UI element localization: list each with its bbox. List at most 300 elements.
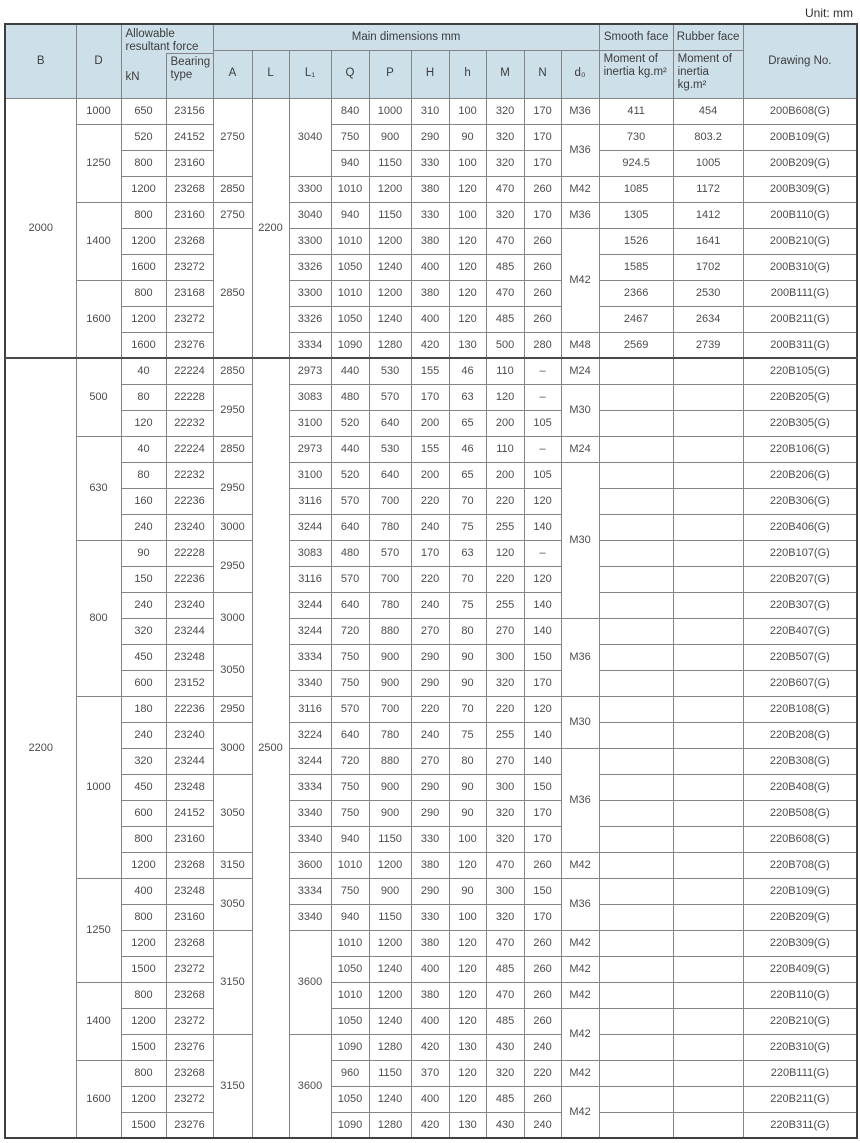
empty-cell: [599, 1060, 673, 1086]
cell: 220B507(G): [743, 644, 857, 670]
cell: M36: [561, 748, 599, 852]
cell: 120: [449, 1086, 486, 1112]
cell: 2950: [213, 462, 252, 514]
cell: M36: [561, 878, 599, 930]
cell: 1412: [673, 202, 743, 228]
cell: 220: [411, 696, 449, 722]
table-row: [5, 358, 857, 384]
cell: 220B111(G): [743, 1060, 857, 1086]
cell: 120: [524, 566, 561, 592]
cell: 900: [369, 124, 411, 150]
cell: 220: [411, 566, 449, 592]
cell: 380: [411, 280, 449, 306]
cell: 220B608(G): [743, 826, 857, 852]
empty-cell: [599, 618, 673, 644]
cell: 900: [369, 774, 411, 800]
table-row: [5, 930, 857, 956]
cell: 150: [524, 774, 561, 800]
cell: 170: [524, 150, 561, 176]
cell: 1050: [331, 306, 369, 332]
cell: 2850: [213, 436, 252, 462]
cell: 470: [486, 280, 524, 306]
table-row: [5, 774, 857, 800]
cell: 170: [524, 800, 561, 826]
cell: 240: [411, 592, 449, 618]
cell: 23272: [166, 956, 213, 982]
cell: 22236: [166, 566, 213, 592]
table-row: [5, 1086, 857, 1112]
cell: 255: [486, 592, 524, 618]
cell: 520: [121, 124, 166, 150]
cell: –: [524, 436, 561, 462]
cell: 485: [486, 1008, 524, 1034]
table-row: [5, 618, 857, 644]
cell: M42: [561, 1086, 599, 1138]
cell: 22224: [166, 436, 213, 462]
cell: 730: [599, 124, 673, 150]
cell: 170: [524, 904, 561, 930]
cell: 720: [331, 748, 369, 774]
cell: 320: [486, 826, 524, 852]
cell: 310: [411, 98, 449, 124]
cell: 2739: [673, 332, 743, 358]
cell: 330: [411, 904, 449, 930]
table-body: [5, 98, 857, 1138]
cell: –: [524, 540, 561, 566]
cell: 1200: [369, 930, 411, 956]
cell: 130: [449, 1112, 486, 1138]
table-row: [5, 462, 857, 488]
cell: 23248: [166, 774, 213, 800]
cell: 470: [486, 982, 524, 1008]
cell: 260: [524, 306, 561, 332]
cell: 170: [524, 670, 561, 696]
cell: M30: [561, 384, 599, 436]
cell: M36: [561, 618, 599, 696]
cell: 220B207(G): [743, 566, 857, 592]
cell: 170: [524, 202, 561, 228]
cell: 220B205(G): [743, 384, 857, 410]
empty-cell: [599, 878, 673, 904]
cell: 1200: [121, 1008, 166, 1034]
empty-cell: [599, 748, 673, 774]
cell: 1010: [331, 930, 369, 956]
cell: 2530: [673, 280, 743, 306]
empty-cell: [599, 852, 673, 878]
cell: 500: [76, 358, 121, 436]
col-header-a: A: [213, 50, 252, 98]
cell: 23268: [166, 852, 213, 878]
empty-cell: [673, 1112, 743, 1138]
cell: 400: [411, 1086, 449, 1112]
cell: 23156: [166, 98, 213, 124]
cell: 2950: [213, 696, 252, 722]
empty-cell: [599, 800, 673, 826]
cell: 260: [524, 982, 561, 1008]
cell: 2950: [213, 384, 252, 436]
cell: 23272: [166, 1008, 213, 1034]
cell: 80: [121, 384, 166, 410]
cell: 70: [449, 696, 486, 722]
cell: 220B110(G): [743, 982, 857, 1008]
cell: 570: [331, 488, 369, 514]
table-row: [5, 280, 857, 306]
cell: 140: [524, 748, 561, 774]
cell: 780: [369, 722, 411, 748]
cell: 3334: [289, 774, 331, 800]
cell: 3340: [289, 800, 331, 826]
cell: 2500: [252, 358, 289, 1138]
cell: 1050: [331, 956, 369, 982]
cell: 300: [486, 644, 524, 670]
cell: 380: [411, 982, 449, 1008]
cell: 840: [331, 98, 369, 124]
cell: 3050: [213, 878, 252, 930]
cell: 260: [524, 228, 561, 254]
empty-cell: [673, 826, 743, 852]
empty-cell: [599, 540, 673, 566]
cell: 1600: [121, 254, 166, 280]
cell: 570: [331, 566, 369, 592]
table-row: [5, 1060, 857, 1086]
cell: 1200: [369, 228, 411, 254]
table-row: [5, 540, 857, 566]
empty-cell: [673, 644, 743, 670]
cell: M24: [561, 436, 599, 462]
cell: 2569: [599, 332, 673, 358]
cell: 2366: [599, 280, 673, 306]
table-row: [5, 722, 857, 748]
empty-cell: [673, 904, 743, 930]
empty-cell: [599, 358, 673, 384]
cell: 880: [369, 618, 411, 644]
cell: 90: [449, 670, 486, 696]
cell: 220B210(G): [743, 1008, 857, 1034]
table-row: [5, 644, 857, 670]
col-header-d: D: [76, 24, 121, 98]
empty-cell: [673, 514, 743, 540]
cell: 2850: [213, 228, 252, 358]
cell: 3040: [289, 98, 331, 176]
cell: 450: [121, 644, 166, 670]
cell: 75: [449, 514, 486, 540]
cell: 1526: [599, 228, 673, 254]
table-row: [5, 982, 857, 1008]
cell: 2467: [599, 306, 673, 332]
cell: 1090: [331, 1112, 369, 1138]
cell: 1050: [331, 1008, 369, 1034]
cell: 3150: [213, 852, 252, 878]
cell: 22228: [166, 384, 213, 410]
cell: M42: [561, 176, 599, 202]
cell: 3000: [213, 592, 252, 644]
cell: 90: [449, 878, 486, 904]
cell: 800: [121, 202, 166, 228]
cell: 290: [411, 644, 449, 670]
cell: 320: [486, 124, 524, 150]
cell: 80: [449, 618, 486, 644]
col-header-q: Q: [331, 50, 369, 98]
cell: 320: [121, 748, 166, 774]
table-row: [5, 1034, 857, 1060]
empty-cell: [599, 670, 673, 696]
empty-cell: [673, 358, 743, 384]
cell: 1200: [121, 930, 166, 956]
cell: 90: [121, 540, 166, 566]
col-header-d0: d₀: [561, 50, 599, 98]
cell: 23168: [166, 280, 213, 306]
cell: 220B307(G): [743, 592, 857, 618]
table-row: [5, 254, 857, 280]
cell: 1000: [76, 696, 121, 878]
cell: 3150: [213, 930, 252, 1034]
cell: 940: [331, 904, 369, 930]
cell: 450: [121, 774, 166, 800]
empty-cell: [599, 722, 673, 748]
table-row: [5, 878, 857, 904]
col-header-h-lower: h: [449, 50, 486, 98]
table-row: [5, 592, 857, 618]
cell: 220: [486, 566, 524, 592]
cell: 22228: [166, 540, 213, 566]
cell: 3244: [289, 592, 331, 618]
cell: 1240: [369, 1008, 411, 1034]
cell: 1240: [369, 254, 411, 280]
col-group-smooth-face: Smooth face: [599, 24, 673, 50]
cell: 3050: [213, 774, 252, 852]
cell: 120: [449, 1060, 486, 1086]
cell: 240: [411, 514, 449, 540]
cell: 220: [486, 696, 524, 722]
col-group-main-dimensions: Main dimensions mm: [213, 24, 599, 50]
cell: 220B109(G): [743, 878, 857, 904]
cell: 700: [369, 696, 411, 722]
cell: 23244: [166, 618, 213, 644]
cell: 640: [369, 462, 411, 488]
cell: 23272: [166, 254, 213, 280]
cell: 1600: [76, 280, 121, 358]
cell: 23268: [166, 1060, 213, 1086]
cell: 1150: [369, 202, 411, 228]
cell: 570: [369, 540, 411, 566]
cell: 800: [121, 1060, 166, 1086]
cell: 220B406(G): [743, 514, 857, 540]
cell: 23268: [166, 930, 213, 956]
cell: 240: [121, 514, 166, 540]
cell: 2850: [213, 358, 252, 384]
cell: 80: [449, 748, 486, 774]
cell: 70: [449, 566, 486, 592]
cell: 570: [369, 384, 411, 410]
col-header-h-upper: H: [411, 50, 449, 98]
cell: 320: [121, 618, 166, 644]
empty-cell: [673, 722, 743, 748]
cell: 220B409(G): [743, 956, 857, 982]
cell: 1200: [369, 280, 411, 306]
cell: 270: [486, 748, 524, 774]
cell: 100: [449, 826, 486, 852]
cell: 270: [486, 618, 524, 644]
cell: 1400: [76, 982, 121, 1060]
empty-cell: [599, 488, 673, 514]
empty-cell: [599, 696, 673, 722]
table-row: [5, 488, 857, 514]
empty-cell: [599, 1112, 673, 1138]
cell: 1090: [331, 1034, 369, 1060]
cell: M42: [561, 228, 599, 332]
cell: 260: [524, 280, 561, 306]
cell: 1085: [599, 176, 673, 202]
cell: 200B110(G): [743, 202, 857, 228]
cell: 3340: [289, 904, 331, 930]
cell: 3334: [289, 644, 331, 670]
cell: 70: [449, 488, 486, 514]
cell: 140: [524, 618, 561, 644]
cell: 220B306(G): [743, 488, 857, 514]
cell: 1010: [331, 982, 369, 1008]
cell: 120: [486, 540, 524, 566]
cell: 780: [369, 514, 411, 540]
cell: 23276: [166, 1034, 213, 1060]
cell: 240: [524, 1112, 561, 1138]
cell: 22236: [166, 488, 213, 514]
cell: 470: [486, 852, 524, 878]
col-header-smooth-moment: Moment of inertia kg.m²: [599, 50, 673, 98]
table-row: [5, 800, 857, 826]
cell: 200B209(G): [743, 150, 857, 176]
cell: 411: [599, 98, 673, 124]
table-row: [5, 748, 857, 774]
cell: 3300: [289, 280, 331, 306]
cell: 3300: [289, 176, 331, 202]
cell: 1200: [121, 852, 166, 878]
cell: 90: [449, 124, 486, 150]
allowable-resultant-force-label: Allowable resultant force: [125, 28, 199, 54]
cell: 1200: [369, 982, 411, 1008]
empty-cell: [673, 800, 743, 826]
cell: 780: [369, 592, 411, 618]
cell: 630: [76, 436, 121, 540]
cell: M42: [561, 1008, 599, 1060]
cell: 180: [121, 696, 166, 722]
cell: 600: [121, 800, 166, 826]
cell: 200B109(G): [743, 124, 857, 150]
empty-cell: [599, 1086, 673, 1112]
cell: 3100: [289, 410, 331, 436]
cell: 120: [449, 982, 486, 1008]
empty-cell: [599, 410, 673, 436]
cell: 700: [369, 566, 411, 592]
cell: 105: [524, 410, 561, 436]
cell: 23240: [166, 592, 213, 618]
cell: 100: [449, 202, 486, 228]
cell: 430: [486, 1034, 524, 1060]
cell: 1010: [331, 280, 369, 306]
cell: –: [524, 384, 561, 410]
cell: 800: [121, 280, 166, 306]
cell: M42: [561, 930, 599, 956]
cell: 2850: [213, 176, 252, 202]
cell: 520: [331, 462, 369, 488]
cell: 1280: [369, 332, 411, 358]
cell: 2000: [5, 98, 76, 358]
table-row: [5, 670, 857, 696]
cell: 3040: [289, 202, 331, 228]
cell: 3224: [289, 722, 331, 748]
cell: 220B508(G): [743, 800, 857, 826]
cell: 1200: [121, 228, 166, 254]
cell: 23276: [166, 1112, 213, 1138]
cell: 120: [524, 488, 561, 514]
cell: 485: [486, 254, 524, 280]
cell: 454: [673, 98, 743, 124]
table-row: [5, 410, 857, 436]
cell: 380: [411, 852, 449, 878]
cell: 440: [331, 436, 369, 462]
cell: 640: [331, 592, 369, 618]
cell: 120: [524, 696, 561, 722]
cell: 3600: [289, 852, 331, 878]
cell: 24152: [166, 124, 213, 150]
cell: 1280: [369, 1034, 411, 1060]
cell: 3244: [289, 748, 331, 774]
cell: 200B608(G): [743, 98, 857, 124]
cell: 23244: [166, 748, 213, 774]
table-row: [5, 332, 857, 358]
col-header-n: N: [524, 50, 561, 98]
cell: 23160: [166, 826, 213, 852]
empty-cell: [599, 514, 673, 540]
empty-cell: [599, 982, 673, 1008]
cell: 3116: [289, 488, 331, 514]
cell: 23240: [166, 514, 213, 540]
table-row: [5, 150, 857, 176]
cell: 155: [411, 436, 449, 462]
cell: 3600: [289, 930, 331, 1034]
cell: 120: [449, 306, 486, 332]
cell: 880: [369, 748, 411, 774]
cell: 470: [486, 176, 524, 202]
col-header-l1: L₁: [289, 50, 331, 98]
cell: 220B309(G): [743, 930, 857, 956]
cell: 220B209(G): [743, 904, 857, 930]
cell: 63: [449, 540, 486, 566]
cell: 750: [331, 644, 369, 670]
cell: 2200: [5, 358, 76, 1138]
cell: 1500: [121, 956, 166, 982]
cell: 120: [449, 956, 486, 982]
cell: 3334: [289, 332, 331, 358]
cell: 255: [486, 514, 524, 540]
cell: 24152: [166, 800, 213, 826]
cell: 520: [331, 410, 369, 436]
cell: 430: [486, 1112, 524, 1138]
table-row: [5, 904, 857, 930]
cell: 120: [449, 280, 486, 306]
cell: 640: [369, 410, 411, 436]
cell: 110: [486, 358, 524, 384]
cell: 220B305(G): [743, 410, 857, 436]
cell: 23276: [166, 332, 213, 358]
cell: 300: [486, 774, 524, 800]
col-header-allowable-resultant-force: [121, 24, 213, 98]
kn-label: kN: [125, 71, 140, 84]
cell: 220: [411, 488, 449, 514]
cell: 3000: [213, 514, 252, 540]
cell: 3340: [289, 670, 331, 696]
cell: 23268: [166, 228, 213, 254]
cell: 650: [121, 98, 166, 124]
